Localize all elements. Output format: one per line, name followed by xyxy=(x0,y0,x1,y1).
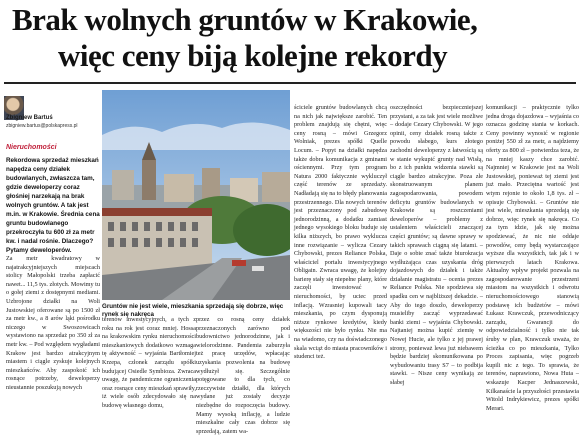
body-column-1: Za metr kwadratowy w najatrakcyjniejszych miejscach stolicy Małopolski trzeba zapłacić nawet... 11,5 tys. złotych. Mowimy tu o gołej ziemi z dostępnymi mediami. Uzbrojone działki na Woli Justowskiej oferowane są po 1500 zł za metr kw., a 8 arów ląki pośrodku niczego w Swoszowicach wystawiono na sprzedaż po 350 zł za metr kw. – Pod względem wygładami Krakow jest bardzo atrakcyjnym miastem i ciągle zyskuje kolejnych mieszkańców. Aby zaspokoić ich rosnące potrzeby, deweloperzy nieustannie poszukują nowych xyxy=(6,255,100,391)
city-photo xyxy=(102,90,290,300)
headline-line-1: Brak wolnych gruntów w Krakowie, xyxy=(12,2,478,37)
photo-caption: Gruntów nie jest wiele, mieszkania sprzedają się dobrze, więc rynek się nakręca xyxy=(102,303,284,318)
body-column-3: przez co rosną ceny działek przeznaczonych zarówno pod budownictwo jednorodzinne, jak i wielorodzinne. Pandemia zaburzyła też pracę urzędów, wpłacając uzyskania pozwolenia na budowę wydłużył się. Szczególnie potęgowane to dla tych, co rzeczywiste działki, dla których wydane już zostały decyzje niezbędne do rozpoczęcia budowy. Mamy wysoką inflację, a ludzie mieszkalne cały czas dobrze się sprzedają, zatem wa- xyxy=(196,316,290,435)
body-column-5: oszczędności bezpieczniejszej przystani, a za tak jest wiele możliwe – dodaje Cezary Chybowski. W jego opinii, ceny działek rosną także z powodu słabego, kurs złotego zachodni deweloperzy z łatwością są w stanie wykupić grunty nad Wisłą, bo z ich punktu widzenia stawki są ciągle bardzo atrakcyjne. Poza złe skonstruowanym planem zagospodarowania, powodem deficytu gruntów budowlanych w Krakowie są roszczeniami deweloperów – problemy z ustaleniem właścicieli znaczącej części gruntów; są dawne sprawy w takich sprawach ciągną się latami. – Daje o sobie znać także biurokracja wydłużająca czas uzyskania dróg dojazdowych do działek i także działanie magistratu – ocenia prezes Reliance Polska. Nie spodziewa się spadku cen w najbliższej dekadzie. – Aby do tego doszło, deweloperzy musieliby zacząć wyprzedawać banki ziemi – wyjaśnia Chybowski. Najtaniej można kupić ziemię w Nowej Hucie, ale tylko z jej prawej strony, ponieważ lewa już niebawem będzie bardziej skomunikowana po wybudowaniu trasy S7 – to podbija stawki. – Nisze ceny wynikają ze słabej xyxy=(390,104,483,386)
author-name: Zbigniew Bartuś xyxy=(6,115,53,121)
lead-paragraph: Rekordowa sprzedaż mieszkań napędza ceny działek budowlanych, zwłaszcza tam, gdzie deweloperzy coraz głośniej narzekają na brak wolnych gruntów. A tak jest m.in. w Krakowie. Średnia cena gruntu budowlanego przekroczyła tu 600 zł za metr kw. i nadal rośnie. Dlaczego? Pytamy deweloperów. xyxy=(6,157,100,254)
headline-line-2: więc ceny biją kolejne rekordy xyxy=(58,38,448,73)
section-tag: Nieruchomości xyxy=(6,144,57,151)
city-photo-image xyxy=(102,90,290,300)
author-email: zbigniew.bartus@polskapress.pl xyxy=(6,123,78,129)
body-column-4: ściciele gruntów budowlanych chcą na nich jak największe zarobić. Ten problem znajdują się chętni, więc ceny rosną – mówi Grzegorz Wolniak, prezes spółki Quelle Locum. – Popyt na działki napędza także dobra komunikacja z gminami ościennymi. Przy tym program Natura 2000 faktycznie wykluczył część terenów ze sprzedaży. Nadładają się na to błędy planowania przestrzennego. Dla nowych terenów jest przeznaczony pod zabudowę jednorodzinną, a dodatku zamiast jednego wysokiego bloku buduje się kilka niższych, bo prawo wyklucza inne rozwiązanie – wylicza Cezary Chybowski, prezes Reliance Polska, właściciel portalu inwestycyjnego Obligain. Zwraca uwagę, że kolejny barierę stały się niepełne plany, które zaczęli inwestować w nieruchomości, by uciec przed inflacją. Wzrasniej kupowali tacy mieszkania, po czym dysponują niższe rynkowe kredytów, kiedy większości nie było rynku. Nie ma na wiadomo, czy na doświadczonego skala wciąż do miasta pracowników i studenci też. xyxy=(294,104,387,361)
headline-rule xyxy=(4,82,576,84)
body-column-6: komunikacji – praktycznie tylko jedna droga dojazdowa – wyjaśnia co oznacza godzinę stania w korkach. Ceny powinny wynosić w regionie poniżej 550 zł za metr, a najdziemy oferty za 800 zł – potwierdza teza, że na mniej kaszy chce zarobić. Najmniej w Krakowie jest na Woli Justowskiej, ponieważ tej ziemi jest już mało. Przeciętna wartość jest wtym rejonie to około 1,8 tys. zł – opisuje Chybowski. – Gruntów nie jest wiele, mieszkania sprzedają się dobrze, więc rynek się nakręca. Co za tym idzie, jak się można spodziewać, że nic nie oddaje powodów, ceny będą wystarczające wyższe dla wszystkich, tak jak i w pierwszych latach Krakowa. Aktualny wpływ projekt pozwala na zagospodarowanie przestrzeni miastom na wszystkich i odwrotu nieruchomościowego stanowią podstawę ich budżetów – mówi Łukasz Krawczuk, przewodniczący zarządu, Gwarancji do odpowiedzialność i tylko nie tak śruby w plan, Krawczuk uważa, że ścieżka co po mieszkania, Tylko Proces zapisania, więc pogrzeb kupili nic z tego. To sprawia, że terenów, naprawiono, Nowa Huta – wskazuje Kacper Jednaszewski, Kilkanaście la przyszłości przestawia Witold Indrykiewicz, prezes spółki Merari. xyxy=(486,104,579,412)
body-column-2: terenów inwestycyjnych, a tych z roku na rok jest coraz mniej. Hossa na krakowskim rynku nieruchomości mieszkaniowych dodatkowo wzmaga tę aktywność – wyjaśnia Bartłomiej Krzepa, członek zarządu spółki budującej Osiedle Symbioza. Zwraca uwagę, że pandemiczne ograniczenia oraz rosnące ceny mieszkań sprawiły, iż wiele osób zdecydowało się na budowę własnego domu, xyxy=(102,316,196,409)
